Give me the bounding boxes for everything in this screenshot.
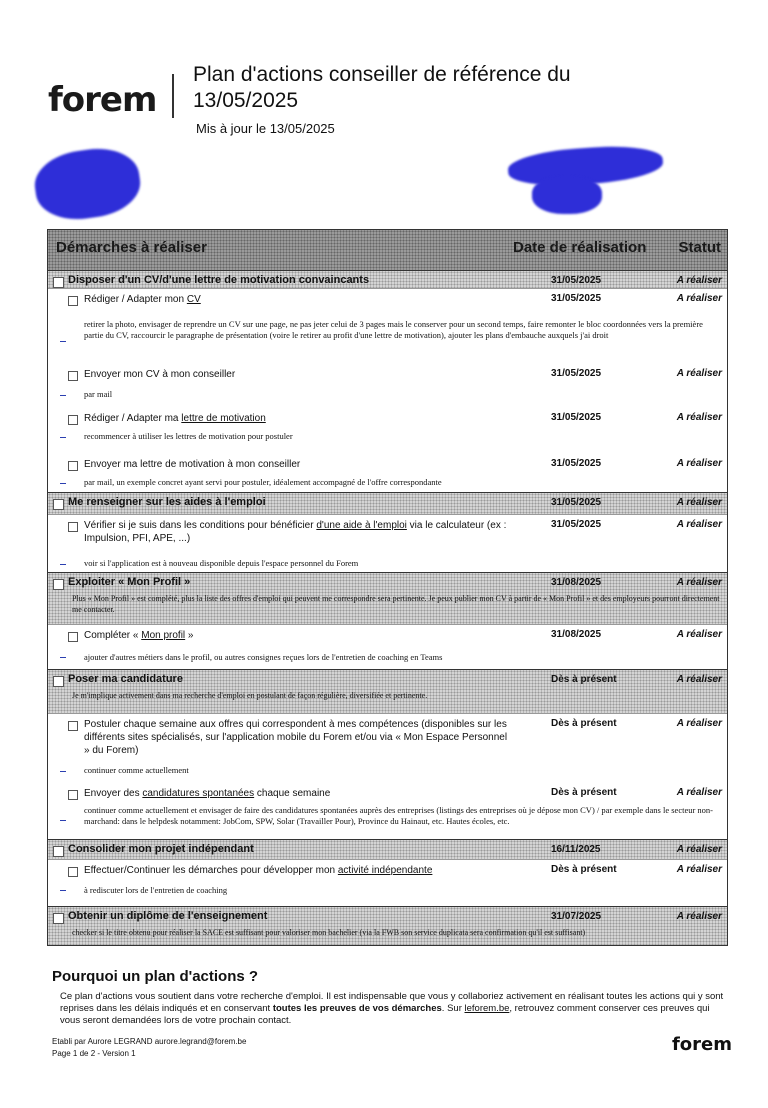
task-note: retirer la photo, envisager de reprendre un CV sur une page, ne pas jeter celui de 3 pages mais le conserver pour un second temps, faire remonter le bloc coordonnées vers la première partie du CV, raccourcir le paragraphe de présentation (voire le retirer au profit d'une lettre de motivation), ajouter les plans d'embauche auxquels j'ai droit xyxy=(84,319,703,340)
section-checkbox[interactable] xyxy=(53,277,64,288)
section-label: Obtenir un diplôme de l'enseignement xyxy=(68,910,268,922)
why-text-b: . Sur xyxy=(441,1003,465,1014)
header-task: Démarches à réaliser xyxy=(56,239,207,256)
task-note: recommencer à utiliser les lettres de motivation pour postuler xyxy=(84,431,293,441)
section-cv xyxy=(48,270,727,289)
section-date: 31/07/2025 xyxy=(551,911,602,922)
note-marker xyxy=(60,771,66,772)
section-date: 31/05/2025 xyxy=(551,497,602,508)
task-note: par mail, un exemple concret ayant servi pour postuler, idéalement accompagné de l'offre correspondante xyxy=(84,477,442,487)
task-label: Compléter « Mon profil » xyxy=(84,630,194,641)
title-divider xyxy=(172,74,174,118)
task-date: 31/05/2025 xyxy=(551,519,602,530)
task-checkbox[interactable] xyxy=(68,632,78,642)
scan-corner xyxy=(0,0,1,1)
section-label: Poser ma candidature xyxy=(68,673,183,685)
section-status: A réaliser xyxy=(676,911,722,922)
note-marker xyxy=(60,341,66,342)
section-checkbox[interactable] xyxy=(53,846,64,857)
task-note: continuer comme actuellement et envisager de faire des candidatures spontanées auprès des entreprises (listings des entreprises où je dépose mon CV) / par exemple dans le secteur non-marchand: dans le helpdesk notamment: JobCom, SPW, Solar (Travailler Pour), Province du Hainaut, etc. Hautes écoles, etc. xyxy=(84,805,714,826)
task-status: A réaliser xyxy=(676,519,722,530)
table-row xyxy=(48,364,727,408)
task-status: A réaliser xyxy=(676,787,722,798)
section-status: A réaliser xyxy=(676,497,722,508)
task-checkbox[interactable] xyxy=(68,415,78,425)
why-title: Pourquoi un plan d'actions ? xyxy=(52,968,259,985)
table-row xyxy=(48,514,727,573)
task-note: par mail xyxy=(84,389,113,399)
why-text-bold: toutes les preuves de vos démarches xyxy=(272,1003,442,1014)
note-marker xyxy=(60,890,66,891)
task-date: Dès à présent xyxy=(551,787,617,798)
task-status: A réaliser xyxy=(676,629,722,640)
section-label: Consolider mon projet indépendant xyxy=(68,843,254,855)
section-checkbox[interactable] xyxy=(53,676,64,687)
task-status: A réaliser xyxy=(676,368,722,379)
task-checkbox[interactable] xyxy=(68,522,78,532)
section-checkbox[interactable] xyxy=(53,499,64,510)
note-marker xyxy=(60,483,66,484)
table-row xyxy=(48,288,727,365)
task-status: A réaliser xyxy=(676,412,722,423)
footer-logo: forem xyxy=(671,1034,732,1055)
why-text-c: , retrouvez comment conserver ces preuves qui vous seront demandées lors de votre prochain contact. xyxy=(60,1003,710,1026)
footer-author: Etabli par Aurore LEGRAND aurore.legrand@forem.be xyxy=(52,1037,247,1046)
note-marker xyxy=(60,395,66,396)
task-note: ajouter d'autres métiers dans le profil, ou autres consignes reçues lors de l'entretien de coaching en Teams xyxy=(84,652,443,662)
task-checkbox[interactable] xyxy=(68,721,78,731)
section-diplome xyxy=(48,906,727,945)
table-row xyxy=(48,624,727,670)
forem-logo: forem xyxy=(48,80,157,120)
task-label: Envoyer mon CV à mon conseiller xyxy=(84,369,236,380)
update-date: Mis à jour le 13/05/2025 xyxy=(196,121,335,136)
task-label: Effectuer/Continuer les démarches pour développer mon activité indépendante xyxy=(84,865,433,876)
task-checkbox[interactable] xyxy=(68,296,78,306)
task-status: A réaliser xyxy=(676,864,722,875)
task-date: 31/05/2025 xyxy=(551,458,602,469)
section-status: A réaliser xyxy=(676,577,722,588)
header-status: Statut xyxy=(678,239,721,256)
section-aides xyxy=(48,492,727,515)
section-label: Exploiter « Mon Profil » xyxy=(68,576,191,588)
section-note: Plus « Mon Profil » est complété, plus la liste des offres d'emploi qui peuvent me correspondre sera pertinente. Je peux publier mon CV à partir de « Mon Profil » et des employeurs pourront directement me contacter. xyxy=(72,594,720,614)
why-text xyxy=(60,991,730,1027)
task-checkbox[interactable] xyxy=(68,371,78,381)
section-status: A réaliser xyxy=(676,275,722,286)
section-label: Disposer d'un CV/d'une lettre de motivation convaincants xyxy=(68,274,370,286)
section-date: 16/11/2025 xyxy=(551,844,601,855)
task-label: Rédiger / Adapter ma lettre de motivation xyxy=(84,413,266,424)
task-label: Rédiger / Adapter mon CV xyxy=(84,294,201,305)
section-date: 31/08/2025 xyxy=(551,577,602,588)
table-row xyxy=(48,408,727,454)
task-checkbox[interactable] xyxy=(68,461,78,471)
task-label: Envoyer ma lettre de motivation à mon conseiller xyxy=(84,459,301,470)
section-status: A réaliser xyxy=(676,674,722,685)
table-row xyxy=(48,454,727,492)
footer xyxy=(52,1036,246,1060)
task-status: A réaliser xyxy=(676,718,722,729)
footer-page: Page 1 de 2 - Version 1 xyxy=(52,1049,136,1058)
table-header xyxy=(48,230,727,270)
task-status: A réaliser xyxy=(676,293,722,304)
section-note: checker si le titre obtenu pour réaliser la SACE est suffisant pour valoriser mon bachelier (via la FWB son service duplicata sera confirmation qu'il est suffisant) xyxy=(72,928,586,937)
task-date: Dès à présent xyxy=(551,718,617,729)
section-profil xyxy=(48,572,727,625)
task-date: 31/05/2025 xyxy=(551,368,602,379)
section-independant xyxy=(48,839,727,860)
section-date: Dès à présent xyxy=(551,674,617,685)
redaction-right-lower xyxy=(532,176,602,214)
table-row xyxy=(48,783,727,839)
note-marker xyxy=(60,657,66,658)
redaction-left xyxy=(31,143,144,225)
table-row xyxy=(48,713,727,784)
note-marker xyxy=(60,820,66,821)
note-marker xyxy=(60,564,66,565)
note-marker xyxy=(60,437,66,438)
section-checkbox[interactable] xyxy=(53,913,64,924)
task-note: continuer comme actuellement xyxy=(84,765,189,775)
table-row xyxy=(48,859,727,907)
task-date: Dès à présent xyxy=(551,864,617,875)
task-label: Envoyer des candidatures spontanées chaque semaine xyxy=(84,788,331,799)
task-checkbox[interactable] xyxy=(68,790,78,800)
section-status: A réaliser xyxy=(676,844,722,855)
task-note: voir si l'application est à nouveau disponible depuis l'espace personnel du Forem xyxy=(84,558,359,568)
section-label: Me renseigner sur les aides à l'emploi xyxy=(68,496,266,508)
page-title: Plan d'actions conseiller de référence du 13/05/2025 xyxy=(193,63,571,112)
task-date: 31/08/2025 xyxy=(551,629,602,640)
task-label: Vérifier si je suis dans les conditions pour bénéficier d'une aide à l'emploi via le calculateur (ex : Impulsion, PFI, APE, ...) xyxy=(84,520,507,544)
task-date: 31/05/2025 xyxy=(551,293,602,304)
section-candidature xyxy=(48,669,727,714)
task-date: 31/05/2025 xyxy=(551,412,602,423)
leforem-link[interactable]: leforem.be xyxy=(464,1003,510,1014)
section-note: Je m'implique activement dans ma recherche d'emploi en postulant de façon régulière, diversifiée et pertinente. xyxy=(72,691,428,700)
task-note: à rediscuter lors de l'entretien de coaching xyxy=(84,885,228,895)
actions-table xyxy=(47,229,728,946)
task-checkbox[interactable] xyxy=(68,867,78,877)
task-status: A réaliser xyxy=(676,458,722,469)
task-label: Postuler chaque semaine aux offres qui correspondent à mes compétences (disponibles sur les différents sites spécialisés, sur l'application mobile du Forem et/ou via « Mon Espace Personnel » du Forem) xyxy=(84,719,508,756)
section-date: 31/05/2025 xyxy=(551,275,602,286)
why-text-a: Ce plan d'actions vous soutient dans votre recherche d'emploi. Il est indispensable que vous y collaboriez activement en réalisant toutes les actions qui y sont reprises dans les délais indiqués et en conservant xyxy=(60,991,724,1014)
header-date: Date de réalisation xyxy=(513,239,647,256)
section-checkbox[interactable] xyxy=(53,579,64,590)
